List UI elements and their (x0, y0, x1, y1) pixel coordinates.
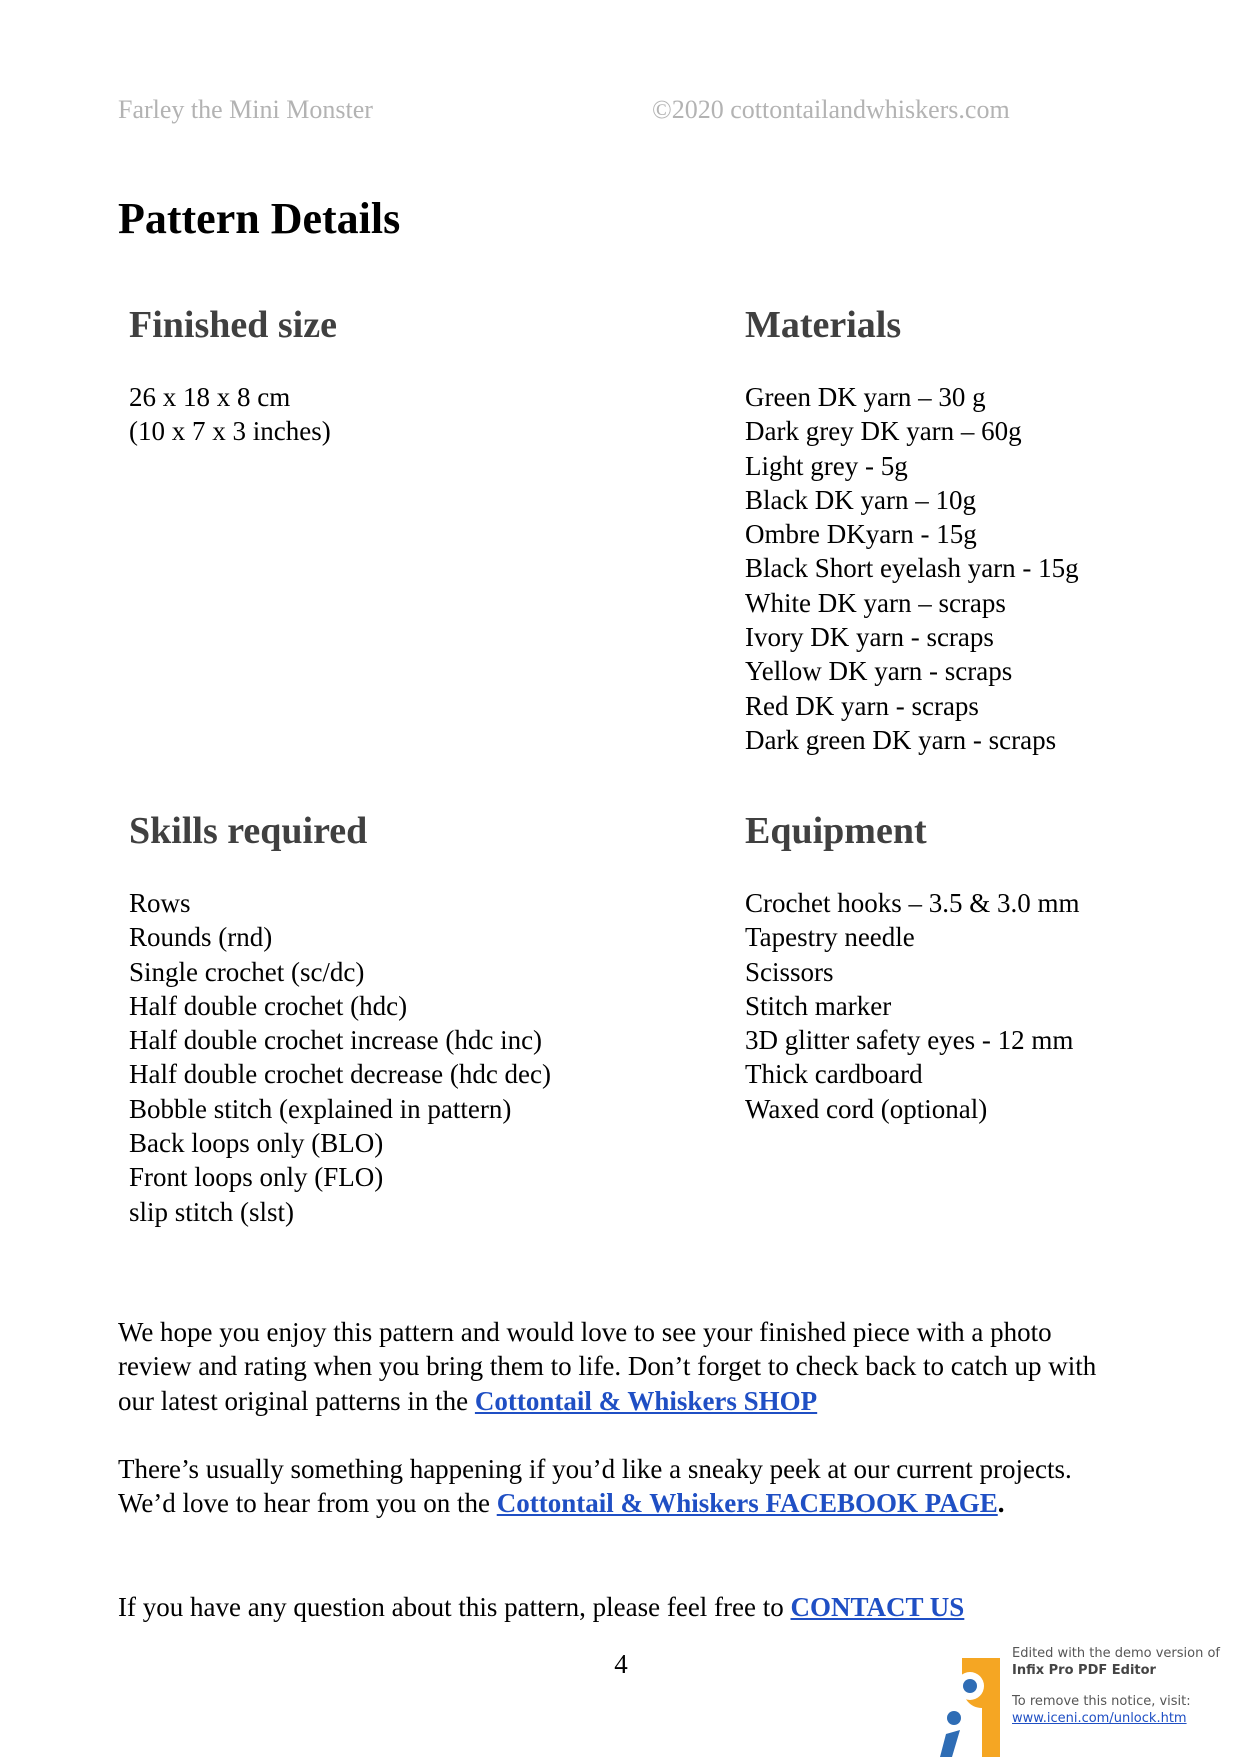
page-number: 4 (614, 1649, 628, 1679)
facebook-paragraph (118, 1452, 1118, 1521)
equipment-item: Stitch marker (745, 990, 892, 1021)
material-item: Ivory DK yarn - scraps (745, 622, 994, 653)
material-item: Red DK yarn - scraps (745, 690, 979, 721)
finished-size-list (129, 380, 331, 449)
skill-item: Half double crochet decrease (hdc dec) (129, 1059, 552, 1090)
skill-item: Back loops only (BLO) (129, 1128, 384, 1159)
shop-paragraph (118, 1315, 1128, 1418)
equipment-item: Thick cardboard (745, 1059, 923, 1090)
material-item: White DK yarn – scraps (745, 587, 1006, 618)
equipment-heading: Equipment (745, 810, 927, 852)
material-item: Green DK yarn – 30 g (745, 382, 986, 412)
equipment-item: Tapestry needle (745, 922, 915, 953)
skill-item: slip stitch (slst) (129, 1196, 295, 1227)
skills-list (129, 886, 551, 1229)
equipment-list (745, 886, 1079, 1126)
skills-heading: Skills required (129, 810, 368, 852)
skill-item: Rows (129, 888, 191, 918)
facebook-paragraph-text: There’s usually something happening if you’d like a sneaky peek at our current projects. We’d love to hear from you on the (118, 1454, 1072, 1519)
finished-size-line: 26 x 18 x 8 cm (129, 382, 291, 412)
infix-line-1: Edited with the demo version of (1012, 1646, 1221, 1661)
skill-item: Single crochet (sc/dc) (129, 956, 365, 987)
material-item: Ombre DKyarn - 15g (745, 519, 977, 550)
facebook-paragraph-end: . (997, 1488, 1005, 1519)
facebook-link[interactable]: Cottontail & Whiskers FACEBOOK PAGE (496, 1488, 998, 1519)
infix-notice (1012, 1645, 1220, 1727)
finished-size-line: (10 x 7 x 3 inches) (129, 416, 331, 447)
equipment-item: Scissors (745, 956, 834, 987)
skill-item: Front loops only (FLO) (129, 1162, 384, 1193)
shop-link[interactable]: Cottontail & Whiskers SHOP (474, 1385, 818, 1416)
skill-item: Bobble stitch (explained in pattern) (129, 1093, 512, 1124)
equipment-item: 3D glitter safety eyes - 12 mm (745, 1025, 1074, 1056)
material-item: Yellow DK yarn - scraps (745, 656, 1013, 687)
material-item: Black Short eyelash yarn - 15g (745, 553, 1079, 584)
contact-paragraph-text: If you have any question about this pattern, please feel free to (118, 1592, 791, 1622)
header-doc-title: Farley the Mini Monster (118, 95, 373, 124)
header-copyright: ©2020 cottontailandwhiskers.com (652, 95, 1010, 124)
skill-item: Half double crochet increase (hdc inc) (129, 1025, 543, 1056)
shop-paragraph-text: We hope you enjoy this pattern and would love to see your finished piece with a photo review and rating when you bring them to life. Don’t forget to check back to catch up with our latest original patterns in the (118, 1317, 1097, 1416)
infix-watermark (930, 1640, 1242, 1757)
skill-item: Half double crochet (hdc) (129, 990, 408, 1021)
skill-item: Rounds (rnd) (129, 922, 273, 953)
contact-link[interactable]: CONTACT US (790, 1592, 965, 1622)
materials-heading: Materials (745, 304, 902, 346)
equipment-item: Waxed cord (optional) (745, 1093, 988, 1124)
materials-list (745, 380, 1079, 757)
contact-paragraph (118, 1590, 1128, 1624)
infix-line-2: Infix Pro PDF Editor (1012, 1663, 1156, 1678)
material-item: Dark green DK yarn - scraps (745, 724, 1057, 755)
page-title: Pattern Details (118, 194, 401, 243)
equipment-item: Crochet hooks – 3.5 & 3.0 mm (745, 888, 1080, 918)
finished-size-heading: Finished size (129, 304, 337, 346)
infix-line-3: To remove this notice, visit: (1012, 1694, 1191, 1709)
infix-logo-icon (930, 1640, 1002, 1757)
material-item: Dark grey DK yarn – 60g (745, 416, 1022, 447)
material-item: Black DK yarn – 10g (745, 484, 976, 515)
infix-unlock-link[interactable]: www.iceni.com/unlock.htm (1012, 1711, 1187, 1726)
material-item: Light grey - 5g (745, 450, 908, 481)
